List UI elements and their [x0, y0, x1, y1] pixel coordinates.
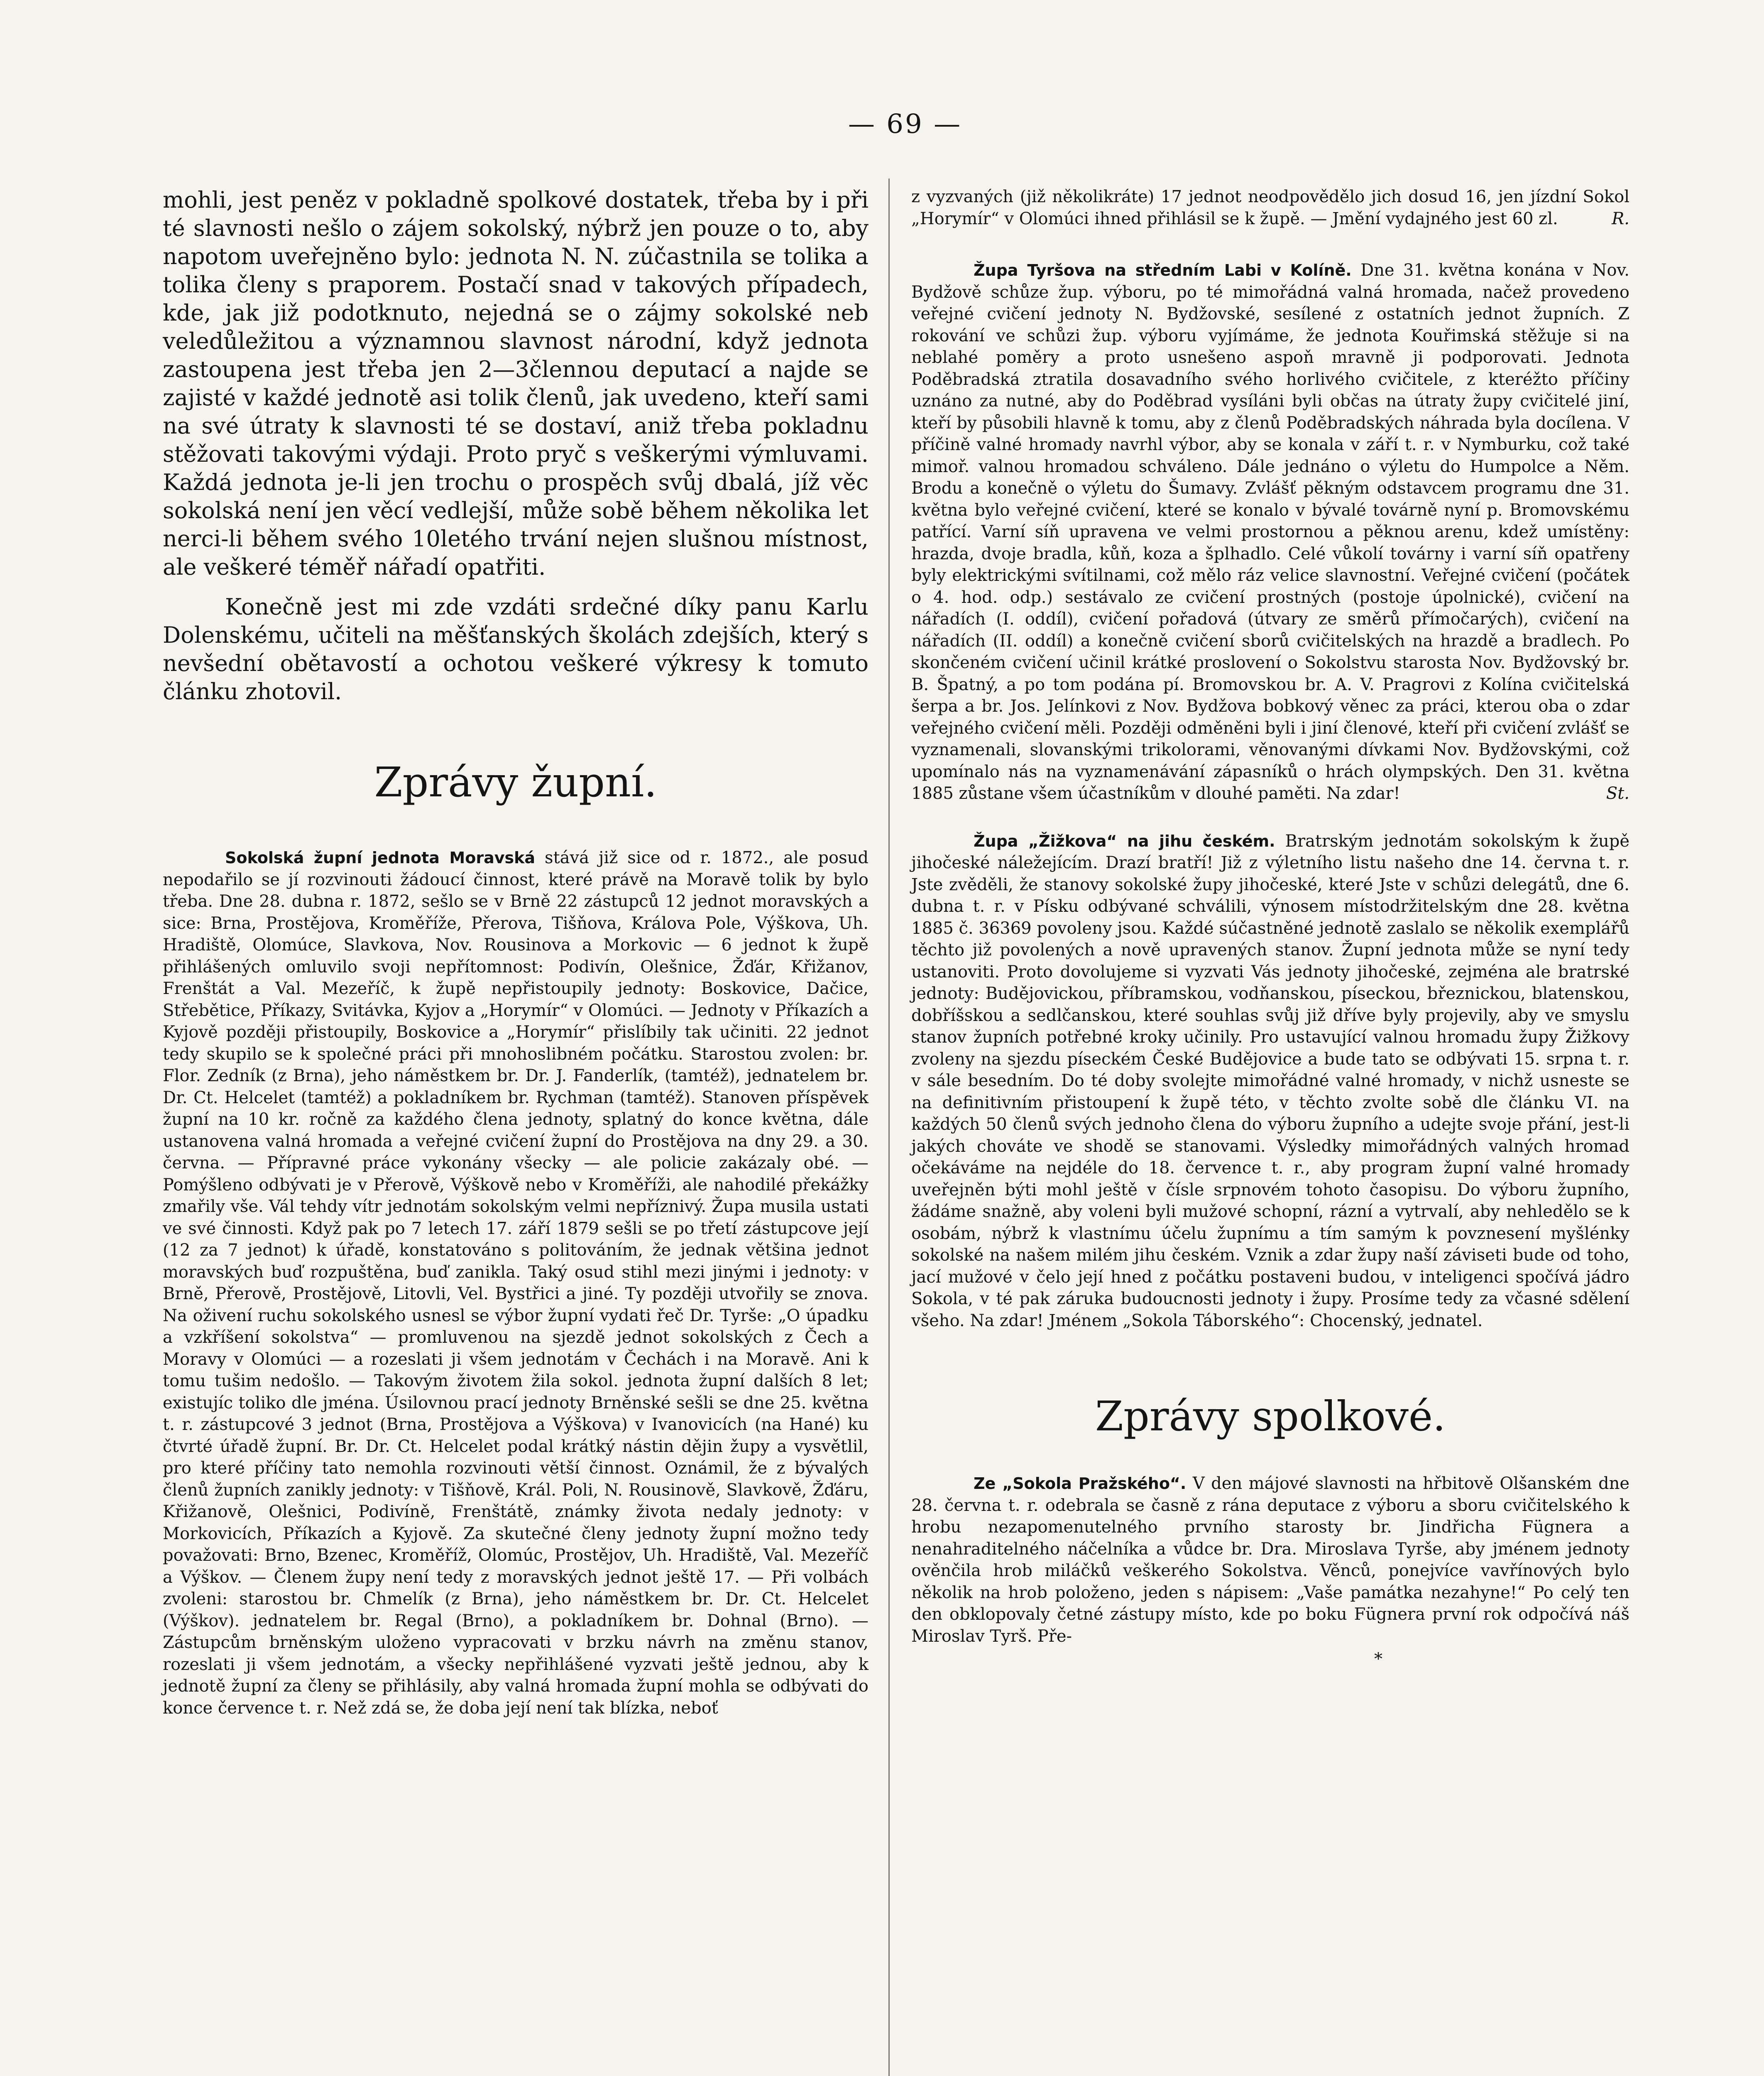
- signature-st: St.: [1606, 784, 1629, 803]
- report-prazsky-heading: Ze „Sokola Pražského“.: [974, 1474, 1187, 1493]
- report-moravska-heading: Sokolská župní jednota Moravská: [225, 849, 536, 867]
- column-divider: [888, 179, 890, 2076]
- page-number: — 69 —: [848, 109, 962, 140]
- section-title-zupni: Zprávy župní.: [374, 759, 657, 806]
- report-continuation-text: z vyzvaných (již několikráte) 17 jednot neodpovědělo jich dosud 16, jen jízdní Sokol „Horymír“ v Olomúci ihned přihlásil se k župě. — Jmění vydajného jest 60 zl.: [911, 187, 1629, 228]
- report-continuation: [911, 186, 1629, 230]
- report-prazsky-text: V den májové slavnosti na hřbitově Olšanském dne 28. června t. r. odebrala se časně z rána deputace z výboru a sboru cvičitelského k hrobu nezapomenutelného prvního starosty br. Jindřicha Fügnera a nenahraditelného náčelníka a vůdce br. Dra. Miroslava Tyrše, aby jménem jednoty ověnčila hrob miláčků veškerého Sokolstva. Věnců, ponejvíce vavřínových bylo několik na hrob položeno, jeden s nápisem: „Vaše památka nezahyne!“ Po celý ten den obklopovaly četné zástupy místo, kde po boku Fügnera první rok odpočívá náš Miroslav Tyrš. Pře-: [911, 1474, 1630, 1646]
- acknowledgement-paragraph: Konečně jest mi zde vzdáti srdečné díky panu Karlu Dolenskému, učiteli na měšťanských školách zdejších, který s nevšední obětavostí a ochotou veškeré výkresy k tomuto článku zhotovil.: [163, 594, 869, 705]
- report-moravska-text: stává již sice od r. 1872., ale posud nepodařilo se jí rozvinouti žádoucí činnost, které právě na Moravě tolik by bylo třeba. Dne 28. dubna r. 1872, sešlo se v Brně 22 zástupců 12 jednot moravských a sice: Brna, Prostějova, Kroměříže, Přerova, Tišňova, Králova Pole, Výškova, Uh. Hradiště, Olomúce, Slavkova, Nov. Rousinova a Morkovic — 6 jednot k župě přihlášených omluvilo svoji nepřítomnost: Podivín, Olešnice, Žďár, Křižanov, Frenštát a Val. Mezeříč, k župě nepřistoupily jednoty: Boskovice, Dačice, Střebětice, Příkazy, Svitávka, Kyjov a „Horymír“ v Olomúci. — Jednoty v Příkazích a Kyjově později přistoupily, Boskovice a „Horymír“ přislíbily tak učiniti. 22 jednot tedy skupilo se k společné práci při mnohoslibném počátku. Starostou zvolen: br. Flor. Zedník (z Brna), jeho náměstkem br. Dr. J. Fanderlík, (tamtéž), jednatelem br. Dr. Ct. Helcelet (tamtéž) a pokladníkem br. Rychman (tamtéž). Stanoven příspěvek župní na 10 kr. ročně za každého člena jednoty, splatný do konce května, dále ustanovena valná hromada a veřejné cvičení župní do Prostějova na dny 29. a 30. června. — Přípravné práce vykonány všecky — ale policie zakázaly obé. — Pomýšleno odbývati je v Přerově, Výškově nebo v Kroměříži, ale nahodilé překážky zmařily vše. Vál tehdy vítr jednotám sokolským velmi nepříznivý. Župa musila ustati ve své činnosti. Když pak po 7 letech 17. září 1879 sešli se po třetí zástupcove její (12 za 7 jednot) k úřadě, konstatováno s politováním, že jednak většina jednot moravských buď rozpuštěna, buď zanikla. Taký osud stihl mezi jinými i jednoty: v Brně, Přerově, Prostějově, Litovli, Vel. Bystřici a jiné. Ty později utvořily se znova. Na oživení ruchu sokolského usnesl se výbor župní vydati řeč Dr. Tyrše: „O úpadku a vzkříšení sokolstva“ — promluvenou na sjezdě jednot sokolských z Čech a Moravy v Olomúci — a rozeslati ji všem jednotám v Čechách i na Moravě. Ani k tomu tušim nedošlo. — Takovým životem žila sokol. jednota župní dalších 8 let; existujíc toliko dle jména. Úsilovnou prací jednoty Brněnské sešli se dne 25. května t. r. zástupcové 3 jednot (Brna, Prostějova a Výškova) v Ivanovicích (na Hané) ku čtvrté úřadě župní. Br. Dr. Ct. Helcelet podal krátký nástin dějin župy a vysvětlil, pro které příčiny tato nemohla rozvinouti větší činnost. Oznámil, že z bývalých členů župních zanikly jednoty: v Tišňově, Král. Poli, N. Rousinově, Slavkově, Žďáru, Křižanově, Olešnici, Podivíně, Frenštátě, známky života nedaly jednoty: v Morkovicích, Příkazích a Kyjově. Za skutečné členy jednoty župní možno tedy považovati: Brno, Bzenec, Kroměříž, Olomúc, Prostějov, Uh. Hradiště, Val. Mezeříč a Výškov. — Členem župy není tedy z moravských jednot ještě 17. — Při volbách zvoleni: starostou br. Chmelík (z Brna), jeho náměstkem br. Dr. Ct. Helcelet (Výškov). jednatelem br. Regal (Brno), a pokladníkem br. Dohnal (Brno). — Zástupcům brněnským uloženo vypracovati v brzku návrh na změnu stanov, rozeslati ji všem jednotám, a všecky nepřihlášené vyzvati ještě jednou, aby k jednotě župní za členy se přihlásily, aby valná hromada župní mohla se odbývati do konce července t. r. Než zdá se, že doba její není tak blízka, neboť: [163, 848, 869, 1718]
- section-title-spolkove: Zprávy spolkové.: [1095, 1393, 1446, 1440]
- report-prazsky: [911, 1473, 1629, 1647]
- report-moravska: [163, 847, 869, 1719]
- report-zizkova-text: Bratrským jednotám sokolským k župě jihočeské náležejícím. Drazí bratří! Již z výletního listu našeho dne 14. června t. r. Jste zvěděli, že stanovy sokolské župy jihočeské, které Jste v schůzi delegátů, dne 6. dubna t. r. v Písku odbývané schválili, výnosem místodržitelským dne 28. května 1885 č. 36369 povoleny jsou. Každé súčastněné jednotě zaslalo se několik exemplářů těchto již povolených a nově upravených stanov. Župní jednota může se nyní tedy ustanoviti. Proto dovolujeme si vyzvati Vás jednoty jihočeské, zejména ale bratrské jednoty: Budějovickou, příbramskou, vodňanskou, píseckou, březnickou, blatenskou, dobříšskou a sedlčanskou, které souhlas svůj již dříve byly projevily, aby ve smyslu stanov župních potřebné kroky učinily. Pro ustavující valnou hromadu župy Žižkovy zvoleny na sjezdu píseckém České Budějovice a bude tato se odbývati 15. srpna t. r. v sále besedním. Do té doby svolejte mimořádné valné hromady, v nichž usneste se na definitivním přistoupení k župě této, v těchto zvolte sobě dle článku VI. na každých 50 členů svých jednoho člena do výboru župního a udejte svoje přání, jest-li jakých chováte ve shodě se stanovami. Výsledky mimořádných valných hromad očekáváme na nejdéle do 18. července t. r., aby program župní valné hromady uveřejněn býti mohl ještě v čísle srpnovém tohoto časopisu. Do výboru župního, žádáme snažně, aby voleni byli mužové schopní, rázní a vytrvalí, aby nehledělo se k osobám, nýbrž k vlastnímu účelu župnímu a tím samým k povznesení myšlénky sokolské na našem milém jihu českém. Vznik a zdar župy naší záviseti bude od toho, jací mužové v čelo její hned z počátku postaveni budou, v inteligenci spočívá jádro Sokola, v té pak záruka budoucnosti jednoty i župy. Prosíme tedy za včasné sdělení všeho. Na zdar! Jménem „Sokola Táborského“: Chocenský, jednatel.: [911, 831, 1629, 1330]
- report-tyrsova-heading: Župa Tyršova na středním Labi v Kolíně.: [974, 261, 1352, 279]
- right-column: [911, 186, 1629, 1669]
- report-zizkova-heading: Župa „Žižkova“ na jihu českém.: [974, 832, 1275, 850]
- signature-r: R.: [1612, 209, 1629, 228]
- article-continuation-paragraph: mohli, jest peněz v pokladně spolkové dostatek, třeba by i při té slavnosti nešlo o zájem sokolský, nýbrž jen pouze o to, aby napotom uveřejněno bylo: jednota N. N. zúčastnila se tolika a tolika členy s praporem. Postačí snad v takových případech, kde, jak již podotknuto, nejedná se o zájmy sokolské neb veledůležitou a významnou slavnost národní, když jednota zastoupena jest třeba jen 2—3člennou deputací a najde se zajisté v každé jednotě asi tolik členů, jak uvedeno, kteří sami na své útraty k slavnosti té se dostaví, aniž třeba pokladnu stěžovati takovými výdaji. Proto pryč s veškerými výmluvami. Každá jednota je-li jen trochu o prospěch svůj dbalá, jíž věc sokolská není jen věcí vedlejší, může sobě během několika let nerci-li během svého 10letého trvání nejen slušnou místnost, ale veškeré téměř nářadí opatřiti.: [163, 187, 869, 580]
- report-zizkova: [911, 830, 1629, 1332]
- report-tyrsova: [911, 260, 1629, 805]
- report-tyrsova-text: Dne 31. května konána v Nov. Bydžově schůze žup. výboru, po té mimořádná valná hromada, načež provedeno veřejné cvičení jednoty N. Bydžovské, sesílené z ostatních jednot župních. Z rokování ve schůzi žup. výboru vyjímáme, že jednota Kouřimská stěžuje si na neblahé poměry a proto usnešeno aspoň mravně ji podporovati. Jednota Poděbradská ztratila dosavadního svého horlivého cvičitele, z kteréžto příčiny uznáno za nutné, aby do Poděbrad vysíláni byli občas na útraty župy cvičitelé jiní, kteří by působili hlavně k tomu, aby z členů Poděbradských náhrada byla docílena. V příčině valné hromady navrhl výbor, aby se konala v září t. r. v Nymburku, což také mimoř. valnou hromadou schváleno. Dále jednáno o výletu do Humpolce a Něm. Brodu a konečně o výletu do Šumavy. Zvlášť pěkným odstavcem programu dne 31. května bylo veřejné cvičení, které se konalo v bývalé továrně nyní p. Bromovskému patřící. Varní síň upravena ve velmi prostornou a pěknou arenu, kdež umístěny: hrazda, dvoje bradla, kůň, koza a šplhadlo. Celé vůkolí továrny i varní síň opatřeny byly elektrickými svítilnami, což mělo ráz velice slavnostní. Veřejné cvičení (počátek o 4. hod. odp.) sestávalo ze cvičení prostných (postoje úpolnické), cvičení na nářadích (I. oddíl), cvičení pořadová (útvary ze směrů přímočarých), cvičení na nářadích (II. oddíl) a konečně cvičení sborů cvičitelských na hrazdě a bradlech. Po skončeném cvičení učinil krátké proslovení o Sokolstvu starosta Nov. Bydžovský br. B. Špatný, a po tom podána pí. Bromovskou br. A. V. Pragrovi z Kolína cvičitelská šerpa a br. Jos. Jelínkovi z Nov. Bydžova bobkový věnec za práci, kterou oba o zdar veřejného cvičení měli. Později odměněni byli i jiní členové, kteří při cvičení zvlášť se vyznamenali, slovanskými trikolorami, věnovanými dívkami Nov. Bydžovskými, což upomínalo nás na vyznamenávání zápasníků o hrách olympských. Den 31. května 1885 zůstane všem účastníkům v dlouhé paměti. Na zdar!: [911, 261, 1629, 803]
- footer-mark: *: [1374, 1650, 1382, 1669]
- left-column: [163, 186, 869, 1719]
